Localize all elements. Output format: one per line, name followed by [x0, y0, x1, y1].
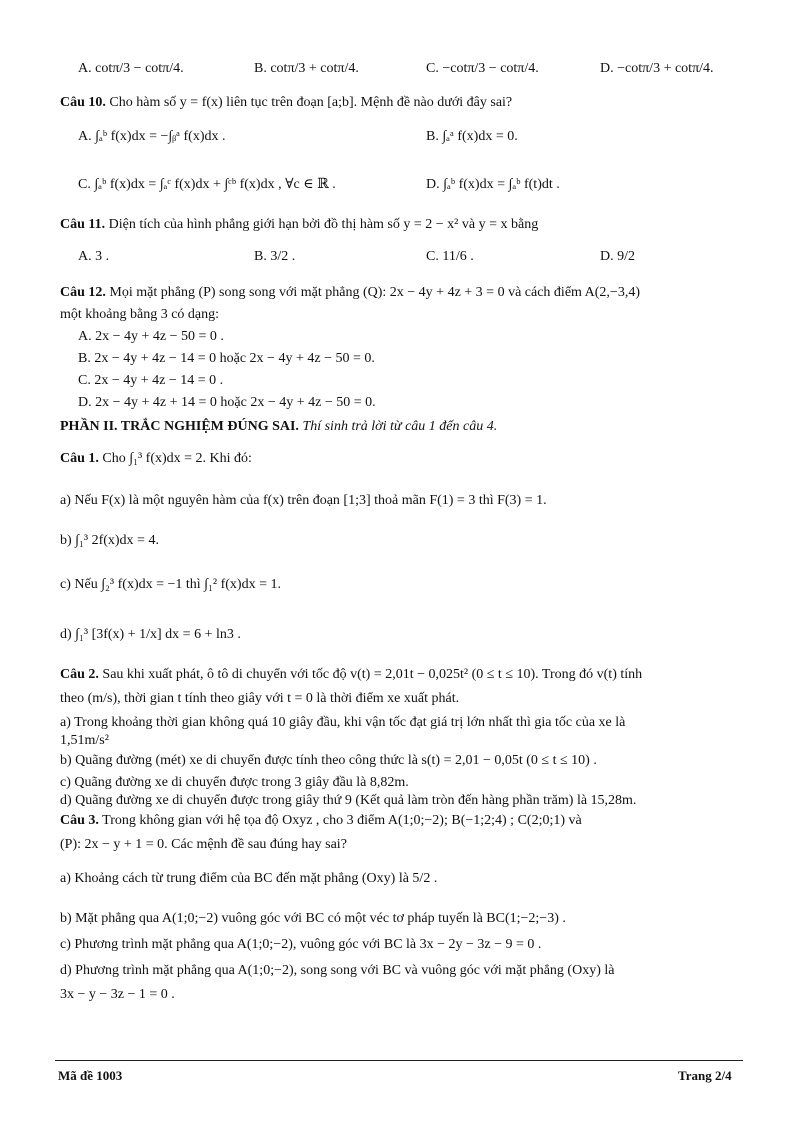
p2q1-statement-d: d) ∫₁³ [3f(x) + 1/x] dx = 6 + ln3 . — [60, 627, 241, 642]
p2-question-3-continued: (P): 2x − y + 1 = 0. Các mệnh đề sau đúng hay sai? — [60, 837, 347, 852]
q12-option-d: D. 2x − 4y + 4z + 14 = 0 hoặc 2x − 4y + 4z − 50 = 0. — [78, 395, 376, 410]
p2q3-statement-a: a) Khoảng cách từ trung điểm của BC đến mặt phẳng (Oxy) là 5/2 . — [60, 871, 438, 886]
question-label: Câu 2. — [60, 667, 99, 682]
p2q3-statement-b: b) Mặt phẳng qua A(1;0;−2) vuông góc với BC có một véc tơ pháp tuyến là BC(1;−2;−3) . — [60, 911, 566, 926]
question-12 — [60, 284, 640, 302]
q11-option-a: A. 3 . — [78, 249, 110, 264]
p2q1-statement-b: b) ∫₁³ 2f(x)dx = 4. — [60, 533, 159, 548]
p2-question-2-continued: theo (m/s), thời gian t tính theo giây với t = 0 là thời điểm xe xuất phát. — [60, 691, 460, 706]
q10-option-c: C. ∫ₐᵇ f(x)dx = ∫ₐᶜ f(x)dx + ∫ᶜᵇ f(x)dx , ∀c ∈ ℝ . — [78, 177, 336, 192]
q10-option-d: D. ∫ₐᵇ f(x)dx = ∫ₐᵇ f(t)dt . — [426, 177, 560, 192]
question-10 — [60, 94, 512, 112]
q9-option-c: C. −cotπ/3 − cotπ/4. — [426, 61, 539, 76]
p2q3-statement-c: c) Phương trình mặt phẳng qua A(1;0;−2), vuông góc với BC là 3x − 2y − 3z − 9 = 0 . — [60, 937, 542, 952]
part-instruction: Thí sinh trả lời từ câu 1 đến câu 4. — [302, 419, 498, 434]
question-text: Cho ∫₁³ f(x)dx = 2. Khi đó: — [102, 451, 252, 466]
q10-option-a: A. ∫ₐᵇ f(x)dx = −∫ᵦᵃ f(x)dx . — [78, 129, 226, 144]
p2-question-1 — [60, 450, 252, 468]
question-text: Cho hàm số y = f(x) liên tục trên đoạn [a;b]. Mệnh đề nào dưới đây sai? — [109, 95, 513, 110]
question-text: Diện tích của hình phẳng giới hạn bởi đồ thị hàm số y = 2 − x² và y = x bằng — [108, 217, 539, 232]
p2-question-2 — [60, 666, 642, 684]
question-text: Mọi mặt phẳng (P) song song với mặt phẳng (Q): 2x − 4y + 4z + 3 = 0 và cách điểm A(2,−3,4) — [109, 285, 640, 300]
page-number: Trang 2/4 — [678, 1068, 732, 1083]
question-label: Câu 11. — [60, 217, 106, 232]
q11-option-b: B. 3/2 . — [254, 249, 296, 264]
exam-code: Mã đề 1003 — [58, 1068, 123, 1083]
q12-option-a: A. 2x − 4y + 4z − 50 = 0 . — [78, 329, 224, 344]
question-label: Câu 3. — [60, 813, 99, 828]
p2q1-statement-c: c) Nếu ∫₂³ f(x)dx = −1 thì ∫₁² f(x)dx = 1. — [60, 577, 281, 592]
question-text: Trong không gian với hệ tọa độ Oxyz , cho 3 điểm A(1;0;−2); B(−1;2;4) ; C(2;0;1) và — [102, 813, 582, 828]
p2q2-statement-a: a) Trong khoảng thời gian không quá 10 giây đầu, khi vận tốc đạt giá trị lớn nhất thì gia tốc của xe là — [60, 715, 626, 730]
q9-option-a: A. cotπ/3 − cotπ/4. — [78, 61, 184, 76]
p2q3-statement-d: d) Phương trình mặt phẳng qua A(1;0;−2), song song với BC và vuông góc với mặt phẳng (Oxy) là — [60, 963, 615, 978]
q12-option-c: C. 2x − 4y + 4z − 14 = 0 . — [78, 373, 224, 388]
q10-option-b: B. ∫ₐᵃ f(x)dx = 0. — [426, 129, 518, 144]
p2q3-statement-d-continued: 3x − y − 3z − 1 = 0 . — [60, 987, 175, 1002]
q11-option-d: D. 9/2 — [600, 249, 635, 264]
p2q1-statement-a: a) Nếu F(x) là một nguyên hàm của f(x) trên đoạn [1;3] thoả mãn F(1) = 3 thì F(3) = 1. — [60, 493, 547, 508]
question-label: Câu 10. — [60, 95, 106, 110]
part-title: PHẦN II. TRẮC NGHIỆM ĐÚNG SAI. — [60, 419, 299, 434]
q9-option-b: B. cotπ/3 + cotπ/4. — [254, 61, 359, 76]
footer-divider — [55, 1060, 743, 1061]
question-text: Sau khi xuất phát, ô tô di chuyển với tốc độ v(t) = 2,01t − 0,025t² (0 ≤ t ≤ 10). Trong đó v(t) tính — [102, 667, 643, 682]
question-label: Câu 1. — [60, 451, 99, 466]
p2q2-statement-b: b) Quãng đường (mét) xe di chuyển được tính theo công thức là s(t) = 2,01 − 0,05t (0 ≤ t ≤ 10) . — [60, 753, 597, 768]
part-2-heading — [60, 418, 497, 436]
question-12-continued: một khoảng bằng 3 có dạng: — [60, 307, 220, 322]
p2-question-3 — [60, 812, 582, 830]
q11-option-c: C. 11/6 . — [426, 249, 474, 264]
question-label: Câu 12. — [60, 285, 106, 300]
p2q2-statement-a-continued: 1,51m/s² — [60, 733, 109, 748]
q9-option-d: D. −cotπ/3 + cotπ/4. — [600, 61, 714, 76]
p2q2-statement-d: d) Quãng đường xe di chuyển được trong giây thứ 9 (Kết quả làm tròn đến hàng phần trăm) là 15,28m. — [60, 793, 637, 808]
q12-option-b: B. 2x − 4y + 4z − 14 = 0 hoặc 2x − 4y + 4z − 50 = 0. — [78, 351, 375, 366]
p2q2-statement-c: c) Quãng đường xe di chuyển được trong 3 giây đầu là 8,82m. — [60, 775, 409, 790]
question-11 — [60, 216, 538, 234]
